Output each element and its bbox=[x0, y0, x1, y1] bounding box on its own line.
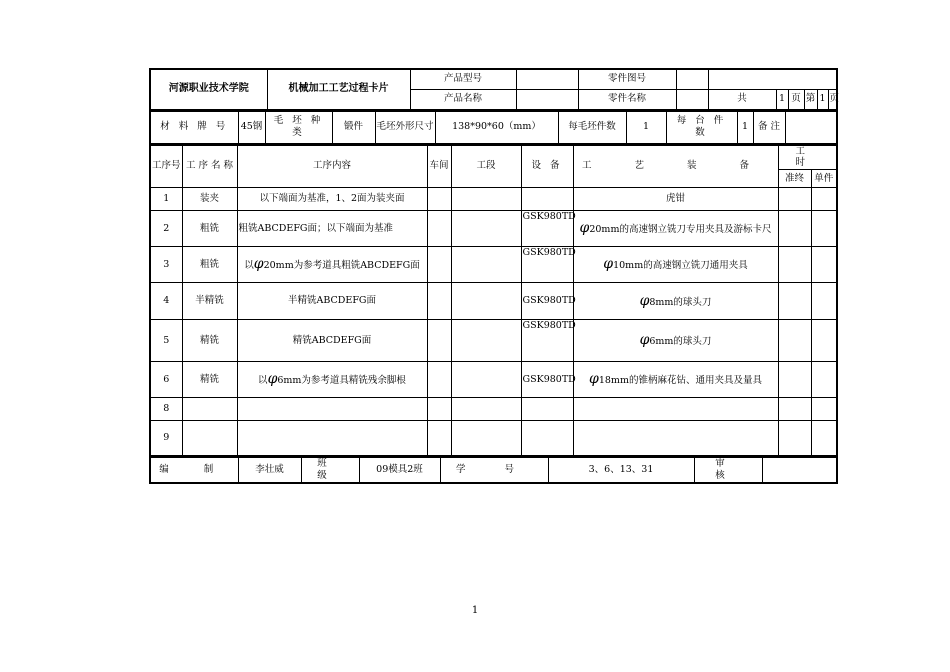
step-content: 精铣ABCDEFG面 bbox=[237, 320, 427, 362]
prep-time-cell bbox=[778, 188, 811, 211]
review-label: 审 核 bbox=[694, 457, 762, 483]
step-content: 以下端面为基准，1、2面为装夹面 bbox=[237, 188, 427, 211]
tooling-cell bbox=[573, 398, 778, 421]
tooling-cell bbox=[573, 362, 778, 398]
prep-time-cell bbox=[778, 211, 811, 247]
phi-symbol: φ bbox=[639, 332, 650, 348]
blank-type-label: 毛 坯 种 类 bbox=[265, 112, 332, 144]
step-no: 6 bbox=[150, 362, 182, 398]
compiled-label: 编 制 bbox=[150, 457, 238, 483]
step-no: 1 bbox=[150, 188, 182, 211]
step-no: 9 bbox=[150, 421, 182, 456]
tooling-text: 6mm的球头刀 bbox=[649, 336, 712, 347]
section-cell bbox=[451, 211, 521, 247]
class-label: 班 级 bbox=[301, 457, 359, 483]
equipment-cell bbox=[521, 398, 573, 421]
phi-symbol: φ bbox=[639, 292, 650, 309]
content-text: 20mm为参考道具粗铣ABCDEFG面 bbox=[263, 260, 420, 271]
tooling-cell bbox=[573, 283, 778, 320]
workshop-cell bbox=[427, 421, 451, 456]
equipment-cell: GSK980TD bbox=[521, 211, 573, 247]
student-no-label: 学 号 bbox=[440, 457, 548, 483]
phi-symbol: φ bbox=[267, 371, 278, 387]
page-unit-2: 页 bbox=[828, 89, 837, 110]
step-name: 半精铣 bbox=[182, 283, 237, 320]
unit-time-cell bbox=[811, 320, 837, 362]
step-content bbox=[237, 247, 427, 283]
col-step-name: 工 序 名 称 bbox=[182, 145, 237, 188]
per-blank-value: 1 bbox=[626, 112, 666, 144]
step-no: 3 bbox=[150, 247, 182, 283]
step-name: 粗铣 bbox=[182, 211, 237, 247]
tooling-cell bbox=[573, 247, 778, 283]
col-section: 工段 bbox=[451, 145, 521, 188]
product-name-value bbox=[516, 89, 578, 110]
section-cell bbox=[451, 188, 521, 211]
phi-symbol: φ bbox=[589, 371, 599, 387]
equipment-cell bbox=[521, 421, 573, 456]
per-unit-value: 1 bbox=[737, 112, 753, 144]
col-tooling: 工 艺 装 备 bbox=[573, 145, 778, 188]
compiled-value: 李壮威 bbox=[238, 457, 301, 483]
product-model-value bbox=[516, 69, 578, 89]
per-unit-label: 每 台 件 数 bbox=[666, 112, 737, 144]
tooling-text: 20mm的高速钢立铣刀专用夹具及游标卡尺 bbox=[589, 224, 772, 235]
equipment-cell: GSK980TD bbox=[521, 283, 573, 320]
unit-time-cell bbox=[811, 421, 837, 456]
part-drawing-extra bbox=[708, 69, 837, 89]
workshop-cell bbox=[427, 362, 451, 398]
content-prefix: 以 bbox=[244, 260, 254, 271]
part-drawing-label: 零件图号 bbox=[578, 69, 676, 89]
unit-time-cell bbox=[811, 398, 837, 421]
table-row bbox=[150, 398, 837, 421]
step-name: 装夹 bbox=[182, 188, 237, 211]
table-row bbox=[150, 421, 837, 456]
col-unit-time: 单件 bbox=[811, 170, 837, 188]
review-value bbox=[762, 457, 837, 483]
remarks-label: 备 注 bbox=[753, 112, 785, 144]
tooling-text: 8mm的球头刀 bbox=[649, 296, 712, 308]
unit-time-cell bbox=[811, 283, 837, 320]
step-no: 2 bbox=[150, 211, 182, 247]
prep-time-cell bbox=[778, 247, 811, 283]
workshop-cell bbox=[427, 247, 451, 283]
unit-time-cell bbox=[811, 188, 837, 211]
step-name: 粗铣 bbox=[182, 247, 237, 283]
unit-time-cell bbox=[811, 362, 837, 398]
table-row bbox=[150, 188, 837, 211]
process-table bbox=[149, 145, 838, 457]
step-no: 4 bbox=[150, 283, 182, 320]
page-label: 第 bbox=[804, 89, 817, 110]
step-name: 精铣 bbox=[182, 362, 237, 398]
tooling-cell: 虎钳 bbox=[573, 188, 778, 211]
section-cell bbox=[451, 362, 521, 398]
col-hours: 工 时 bbox=[778, 145, 837, 170]
tooling-cell bbox=[573, 320, 778, 362]
school-name: 河源职业技术学院 bbox=[150, 69, 267, 110]
col-step-no: 工序号 bbox=[150, 145, 182, 188]
product-model-label: 产品型号 bbox=[410, 69, 516, 89]
section-cell bbox=[451, 398, 521, 421]
col-equipment: 设 备 bbox=[521, 145, 573, 188]
section-cell bbox=[451, 421, 521, 456]
workshop-cell bbox=[427, 283, 451, 320]
content-prefix: 以 bbox=[258, 375, 268, 386]
material-table bbox=[149, 111, 838, 145]
blank-type-value: 锻件 bbox=[332, 112, 375, 144]
per-blank-label: 每毛坯件数 bbox=[558, 112, 626, 144]
part-name-value bbox=[676, 89, 708, 110]
total-label: 共 bbox=[708, 89, 776, 110]
page-number: 1 bbox=[471, 605, 479, 616]
product-name-label: 产品名称 bbox=[410, 89, 516, 110]
step-no: 5 bbox=[150, 320, 182, 362]
page-unit-1: 页 bbox=[788, 89, 804, 110]
material-label: 材 料 牌 号 bbox=[150, 112, 238, 144]
section-cell bbox=[451, 320, 521, 362]
equipment-cell: GSK980TD bbox=[521, 247, 573, 283]
unit-time-cell bbox=[811, 247, 837, 283]
unit-time-cell bbox=[811, 211, 837, 247]
prep-time-cell bbox=[778, 421, 811, 456]
material-value: 45钢 bbox=[238, 112, 265, 144]
workshop-cell bbox=[427, 398, 451, 421]
workshop-cell bbox=[427, 211, 451, 247]
equipment-cell bbox=[521, 188, 573, 211]
class-value: 09模具2班 bbox=[359, 457, 440, 483]
content-text: 6mm为参考道具精铣残余脚根 bbox=[277, 375, 406, 386]
process-card bbox=[149, 68, 840, 484]
blank-size-value: 138*90*60（mm） bbox=[435, 112, 558, 144]
step-content bbox=[237, 421, 427, 456]
step-name bbox=[182, 398, 237, 421]
remarks-value bbox=[785, 112, 837, 144]
student-no-value: 3、6、13、31 bbox=[548, 457, 694, 483]
equipment-cell: GSK980TD bbox=[521, 320, 573, 362]
card-title: 机械加工工艺过程卡片 bbox=[267, 69, 410, 110]
section-cell bbox=[451, 247, 521, 283]
total-pages: 1 bbox=[776, 89, 788, 110]
blank-size-label: 毛坯外形尺寸 bbox=[375, 112, 435, 144]
tooling-text: 18mm的锥柄麻花钻、通用夹具及量具 bbox=[598, 375, 762, 386]
col-step-content: 工序内容 bbox=[237, 145, 427, 188]
prep-time-cell bbox=[778, 362, 811, 398]
table-row bbox=[150, 320, 837, 362]
tooling-cell bbox=[573, 211, 778, 247]
step-name bbox=[182, 421, 237, 456]
phi-symbol: φ bbox=[603, 256, 614, 272]
part-name-label: 零件名称 bbox=[578, 89, 676, 110]
table-row bbox=[150, 247, 837, 283]
step-content: 粗铣ABCDEFG面；以下端面为基准 bbox=[237, 211, 427, 247]
col-workshop: 车间 bbox=[427, 145, 451, 188]
step-content bbox=[237, 398, 427, 421]
phi-symbol: φ bbox=[253, 256, 264, 272]
step-content bbox=[237, 362, 427, 398]
section-cell bbox=[451, 283, 521, 320]
page-no: 1 bbox=[817, 89, 828, 110]
equipment-cell: GSK980TD bbox=[521, 362, 573, 398]
prep-time-cell bbox=[778, 320, 811, 362]
prep-time-cell bbox=[778, 398, 811, 421]
workshop-cell bbox=[427, 188, 451, 211]
tooling-cell bbox=[573, 421, 778, 456]
workshop-cell bbox=[427, 320, 451, 362]
step-no: 8 bbox=[150, 398, 182, 421]
step-name: 精铣 bbox=[182, 320, 237, 362]
table-row bbox=[150, 283, 837, 320]
header-table bbox=[149, 68, 838, 111]
step-content: 半精铣ABCDEFG面 bbox=[237, 283, 427, 320]
phi-symbol: φ bbox=[579, 220, 590, 236]
tooling-text: 10mm的高速钢立铣刀通用夹具 bbox=[613, 260, 748, 271]
part-drawing-value bbox=[676, 69, 708, 89]
prep-time-cell bbox=[778, 283, 811, 320]
footer-table bbox=[149, 457, 838, 485]
table-row bbox=[150, 211, 837, 247]
table-row bbox=[150, 362, 837, 398]
col-prep-time: 准终 bbox=[778, 170, 811, 188]
